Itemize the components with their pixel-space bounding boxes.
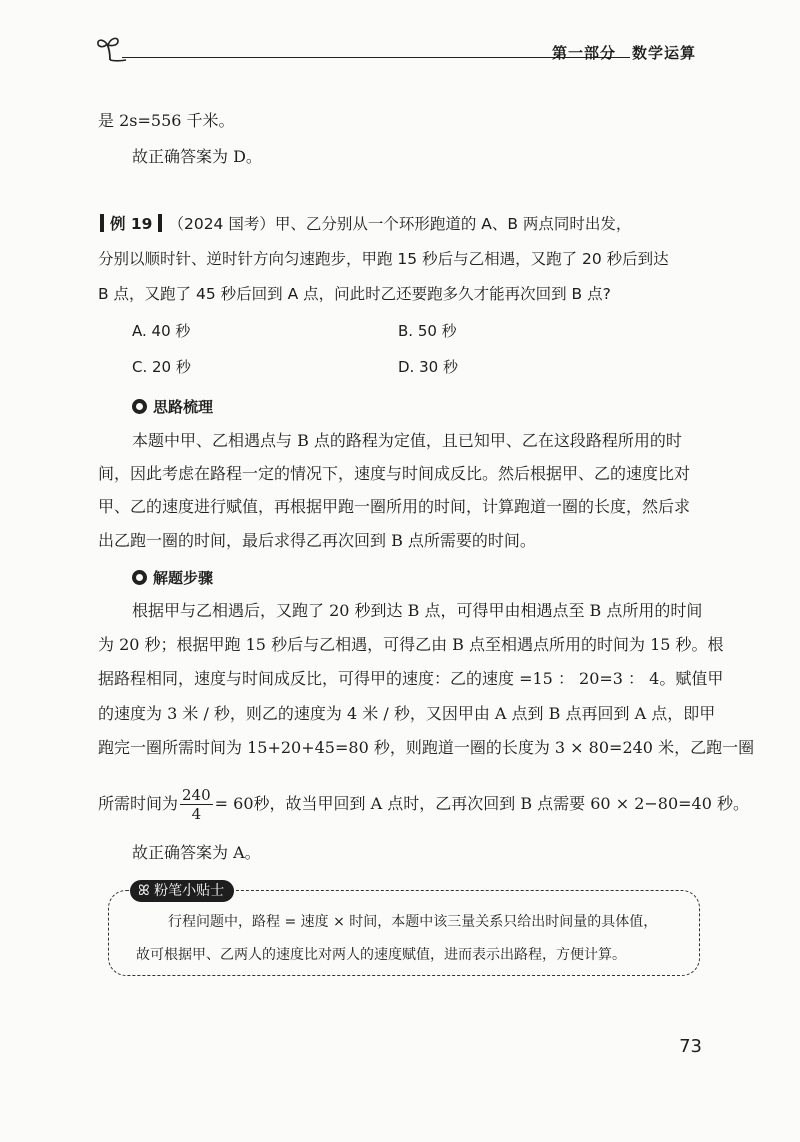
- example-line-2: 分别以顺时针、逆时针方向匀速跑步，甲跑 15 秒后与乙相遇，又跑了 20 秒后到达: [98, 250, 669, 268]
- thinking-icon: [132, 399, 147, 414]
- fraction-numerator: 240: [182, 786, 211, 804]
- fraction: [180, 786, 213, 823]
- tip-line-2: 故可根据甲、乙两人的速度比对两人的速度赋值，进而表示出路程，方便计算。: [136, 947, 626, 963]
- solution-line-3: 据路程相同，速度与时间成反比，可得甲的速度：乙的速度 =15 ： 20=3 ： 4。赋值甲: [98, 669, 724, 688]
- intro-answer: 故正确答案为 D。: [132, 147, 262, 166]
- thinking-line-2: 间，因此考虑在路程一定的情况下，速度与时间成反比。然后根据甲、乙的速度比对: [98, 464, 691, 483]
- solution-title: 解题步骤: [153, 569, 214, 587]
- tip-line-1: 行程问题中，路程 = 速度 × 时间，本题中该三量关系只给出时间量的具体值，: [168, 914, 658, 930]
- example-text-1: （2024 国考）甲、乙分别从一个环形跑道的 A、B 两点同时出发，: [168, 215, 632, 233]
- fraction-suffix: = 60秒，故当甲回到 A 点时，乙再次回到 B 点需要 60 × 2−80=40 秒。: [214, 794, 749, 813]
- thinking-title: 思路梳理: [153, 398, 214, 416]
- page-header: [96, 30, 696, 70]
- option-b: B. 50 秒: [398, 322, 457, 340]
- example-label: 例 19: [110, 215, 153, 233]
- solution-line-6: [98, 784, 749, 824]
- solution-line-5: 跑完一圈所需时间为 15+20+45=80 秒，则跑道一圈的长度为 3 × 80=240 米，乙跑一圈: [98, 738, 755, 757]
- solution-icon: [132, 570, 147, 585]
- fraction-denominator: 4: [191, 805, 202, 823]
- thinking-line-4: 出乙跑一圈的时间，最后求得乙再次回到 B 点所需要的时间。: [98, 531, 536, 550]
- option-d: D. 30 秒: [398, 358, 458, 376]
- example-marker-right: [158, 214, 162, 232]
- example-line-3: B 点，又跑了 45 秒后回到 A 点，问此时乙还要跑多久才能再次回到 B 点?: [98, 285, 611, 303]
- thinking-line-1: 本题中甲、乙相遇点与 B 点的路程为定值，且已知甲、乙在这段路程所用的时: [132, 431, 682, 450]
- thinking-heading: [132, 396, 213, 418]
- intro-line-1: 是 2s=556 千米。: [98, 111, 235, 130]
- thinking-line-3: 甲、乙的速度进行赋值，再根据甲跑一圈所用的时间，计算跑道一圈的长度，然后求: [98, 497, 691, 516]
- page-number: 73: [679, 1036, 702, 1057]
- solution-line-2: 为 20 秒；根据甲跑 15 秒后与乙相遇，可得乙由 B 点至相遇点所用的时间为 15 秒。根: [98, 635, 724, 654]
- option-c: C. 20 秒: [132, 358, 191, 376]
- solution-heading: [132, 567, 213, 589]
- tip-tag: [130, 880, 234, 902]
- option-a: A. 40 秒: [132, 322, 191, 340]
- fraction-prefix: 所需时间为: [98, 794, 179, 813]
- tip-title: 粉笔小贴士: [154, 883, 225, 899]
- solution-answer: 故正确答案为 A。: [132, 843, 261, 862]
- solution-line-1: 根据甲与乙相遇后，又跑了 20 秒到达 B 点，可得甲由相遇点至 B 点所用的时间: [132, 601, 703, 620]
- chapter-title: 第一部分 数学运算: [551, 44, 696, 62]
- tip-sprout-icon: ꕤ: [138, 883, 150, 899]
- example-line-1: [94, 213, 631, 235]
- solution-line-4: 的速度为 3 米 / 秒，则乙的速度为 4 米 / 秒，又因甲由 A 点到 B 点再回到 A 点，即甲: [98, 704, 716, 723]
- example-marker-left: [100, 214, 104, 232]
